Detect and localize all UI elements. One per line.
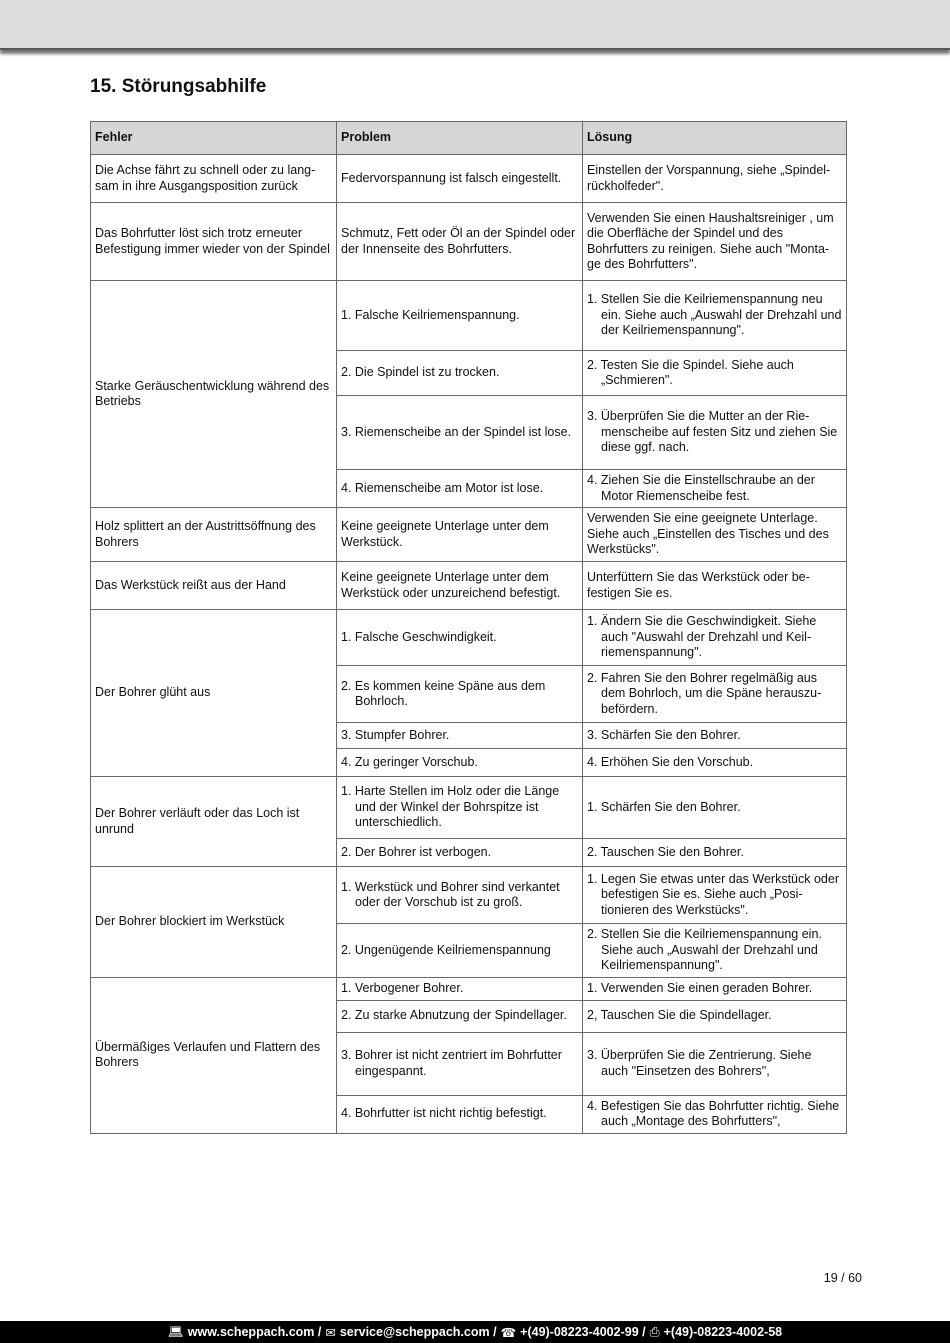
loesung-text: 4. Befestigen Sie das Bohrfutter richtig. Siehe auch „Montage des Bohrfutters",: [587, 1098, 840, 1128]
table-row: [91, 508, 847, 562]
problem-text: 1. Falsche Keilriemenspannung.: [341, 307, 520, 322]
problem-cell: [337, 867, 583, 924]
loesung-cell: [583, 1032, 847, 1095]
loesung-cell: [583, 203, 847, 281]
problem-text: 2. Die Spindel ist zu trocken.: [341, 365, 500, 380]
loesung-cell: [583, 924, 847, 978]
loesung-cell: [583, 749, 847, 777]
problem-text: 4. Riemenscheibe am Motor ist lose.: [341, 480, 544, 495]
fehler-cell: Holz splittert an der Austrittsöffnung des Bohrers: [91, 508, 337, 562]
loesung-text: 1. Ändern Sie die Geschwindigkeit. Siehe auch "Auswahl der Drehzahl und Keil-riemenspannung".: [587, 614, 817, 660]
loesung-text: 1. Stellen Sie die Keilriemenspannung neu ein. Siehe auch „Auswahl der Drehzahl und der Keilriemenspannung".: [587, 292, 842, 338]
header-loesung: Lösung: [583, 122, 847, 155]
loesung-cell: [583, 867, 847, 924]
loesung-text: 2. Fahren Sie den Bohrer regelmäßig aus dem Bohrloch, um die Späne herauszu-befördern.: [587, 670, 822, 716]
loesung-text: 3. Überprüfen Sie die Mutter an der Rie-menscheibe auf festen Sitz und ziehen Sie diese ggf. nach.: [587, 409, 838, 455]
problem-cell: [337, 839, 583, 867]
table-body: [91, 155, 847, 1134]
problem-text: 1. Falsche Geschwindigkeit.: [341, 629, 497, 644]
loesung-cell: [583, 281, 847, 351]
problem-text: 1. Werkstück und Bohrer sind verkantet oder der Vorschub ist zu groß.: [341, 879, 560, 909]
problem-text: 2. Zu starke Abnutzung der Spindellager.: [341, 1008, 567, 1023]
table-row: [91, 203, 847, 281]
problem-cell: [337, 396, 583, 470]
loesung-text: Einstellen der Vorspannung, siehe „Spindel-rückholfeder".: [587, 163, 831, 193]
section-title: 15. Störungsabhilfe: [90, 76, 267, 97]
phone-icon: ☎: [500, 1325, 517, 1340]
loesung-cell: [583, 839, 847, 867]
problem-cell: [337, 470, 583, 508]
loesung-text: 4. Erhöhen Sie den Vorschub.: [587, 754, 754, 769]
table-header-row: [91, 122, 847, 155]
fehler-cell: Das Werkstück reißt aus der Hand: [91, 562, 337, 610]
loesung-cell: [583, 470, 847, 508]
loesung-cell: [583, 610, 847, 666]
mail-icon: ✉︎: [325, 1325, 336, 1340]
loesung-cell: [583, 508, 847, 562]
page-number: 19 / 60: [823, 1271, 862, 1285]
loesung-cell: [583, 155, 847, 203]
problem-text: 2. Ungenügende Keilriemenspannung: [341, 942, 551, 957]
problem-cell: [337, 155, 583, 203]
loesung-cell: [583, 1000, 847, 1032]
fehler-cell: Starke Geräuschentwicklung während des Betriebs: [91, 281, 337, 508]
problem-text: 3. Bohrer ist nicht zentriert im Bohrfutter eingespannt.: [341, 1048, 562, 1078]
loesung-text: 4. Ziehen Sie die Einstellschraube an der Motor Riemenscheibe fest.: [587, 473, 815, 503]
table-row: [91, 610, 847, 666]
problem-cell: [337, 562, 583, 610]
troubleshooting-table: [90, 121, 847, 1134]
fehler-cell: Die Achse fährt zu schnell oder zu lang-sam in ihre Ausgangsposition zurück: [91, 155, 337, 203]
header-problem: Problem: [337, 122, 583, 155]
loesung-text: 1. Schärfen Sie den Bohrer.: [587, 799, 741, 814]
problem-cell: [337, 1000, 583, 1032]
loesung-text: 2. Testen Sie die Spindel. Siehe auch „Schmieren".: [587, 357, 794, 387]
loesung-cell: [583, 666, 847, 723]
problem-cell: [337, 749, 583, 777]
table-row: [91, 777, 847, 839]
loesung-cell: [583, 396, 847, 470]
loesung-cell: [583, 777, 847, 839]
problem-text: 2. Der Bohrer ist verbogen.: [341, 844, 492, 859]
table-row: [91, 867, 847, 924]
problem-cell: [337, 723, 583, 749]
computer-icon: 💻︎: [167, 1324, 184, 1339]
problem-text: 4. Bohrfutter ist nicht richtig befestigt.: [341, 1106, 547, 1121]
loesung-text: Unterfüttern Sie das Werkstück oder be-festigen Sie es.: [587, 570, 810, 600]
problem-cell: [337, 281, 583, 351]
problem-cell: [337, 203, 583, 281]
problem-cell: [337, 777, 583, 839]
problem-text: 3. Stumpfer Bohrer.: [341, 727, 450, 742]
problem-cell: [337, 1032, 583, 1095]
loesung-cell: [583, 723, 847, 749]
problem-cell: [337, 1095, 583, 1133]
loesung-text: 2. Stellen Sie die Keilriemenspannung ein. Siehe auch „Auswahl der Drehzahl und Keilriemenspannung".: [587, 927, 822, 972]
problem-cell: [337, 508, 583, 562]
footer-phone: +(49)-08223-4002-99 /: [520, 1325, 646, 1339]
fehler-cell: Übermäßiges Verlaufen und Flattern des Bohrers: [91, 977, 337, 1133]
fax-icon: ⎙: [649, 1324, 660, 1339]
loesung-text: 3. Überprüfen Sie die Zentrierung. Siehe auch "Einsetzen des Bohrers",: [587, 1048, 812, 1078]
loesung-cell: [583, 562, 847, 610]
fehler-cell: Der Bohrer verläuft oder das Loch ist unrund: [91, 777, 337, 867]
footer-website[interactable]: www.scheppach.com /: [187, 1325, 322, 1339]
problem-text: 2. Es kommen keine Späne aus dem Bohrloch.: [341, 678, 546, 708]
problem-cell: [337, 351, 583, 396]
loesung-text: 2. Tauschen Sie den Bohrer.: [587, 844, 744, 859]
footer-bar: [0, 1321, 950, 1343]
problem-text: Keine geeignete Unterlage unter dem Werkstück.: [341, 519, 549, 549]
problem-text: Federvorspannung ist falsch eingestellt.: [341, 170, 562, 185]
problem-text: 1. Harte Stellen im Holz oder die Länge und der Winkel der Bohrspitze ist unterschiedlich.: [341, 784, 560, 830]
problem-text: Keine geeignete Unterlage unter dem Werkstück oder unzureichend befestigt.: [341, 570, 561, 600]
loesung-text: Verwenden Sie eine geeignete Unterlage. Siehe auch „Einstellen des Tisches und des Werkstücks".: [587, 511, 829, 557]
footer-fax: +(49)-08223-4002-58: [663, 1325, 783, 1339]
table-row: [91, 155, 847, 203]
problem-text: 4. Zu geringer Vorschub.: [341, 754, 478, 769]
problem-text: 3. Riemenscheibe an der Spindel ist lose.: [341, 424, 571, 439]
loesung-cell: [583, 351, 847, 396]
loesung-text: 2, Tauschen Sie die Spindellager.: [587, 1008, 772, 1023]
loesung-cell: [583, 1095, 847, 1133]
problem-cell: [337, 977, 583, 1000]
table-row: [91, 562, 847, 610]
table-row: [91, 977, 847, 1000]
fehler-cell: Der Bohrer blockiert im Werkstück: [91, 867, 337, 978]
footer-email[interactable]: service@scheppach.com /: [339, 1325, 497, 1339]
loesung-text: Verwenden Sie einen Haushaltsreiniger , um die Oberfläche der Spindel und des Bohrfutters zu reinigen. Siehe auch "Monta-ge des Bohrfutters".: [587, 210, 834, 271]
loesung-text: 1. Verwenden Sie einen geraden Bohrer.: [587, 980, 813, 995]
loesung-text: 1. Legen Sie etwas unter das Werkstück oder befestigen Sie es. Siehe auch „Posi-tionieren des Werkstücks".: [587, 871, 839, 917]
problem-cell: [337, 610, 583, 666]
problem-cell: [337, 666, 583, 723]
problem-cell: [337, 924, 583, 978]
loesung-cell: [583, 977, 847, 1000]
table-row: [91, 281, 847, 351]
problem-text: 1. Verbogener Bohrer.: [341, 980, 464, 995]
loesung-text: 3. Schärfen Sie den Bohrer.: [587, 727, 741, 742]
header-fehler: Fehler: [91, 122, 337, 155]
top-band: [0, 0, 950, 50]
problem-text: Schmutz, Fett oder Öl an der Spindel oder der Innenseite des Bohrfutters.: [341, 226, 576, 256]
fehler-cell: Das Bohrfutter löst sich trotz erneuter Befestigung immer wieder von der Spindel: [91, 203, 337, 281]
fehler-cell: Der Bohrer glüht aus: [91, 610, 337, 777]
